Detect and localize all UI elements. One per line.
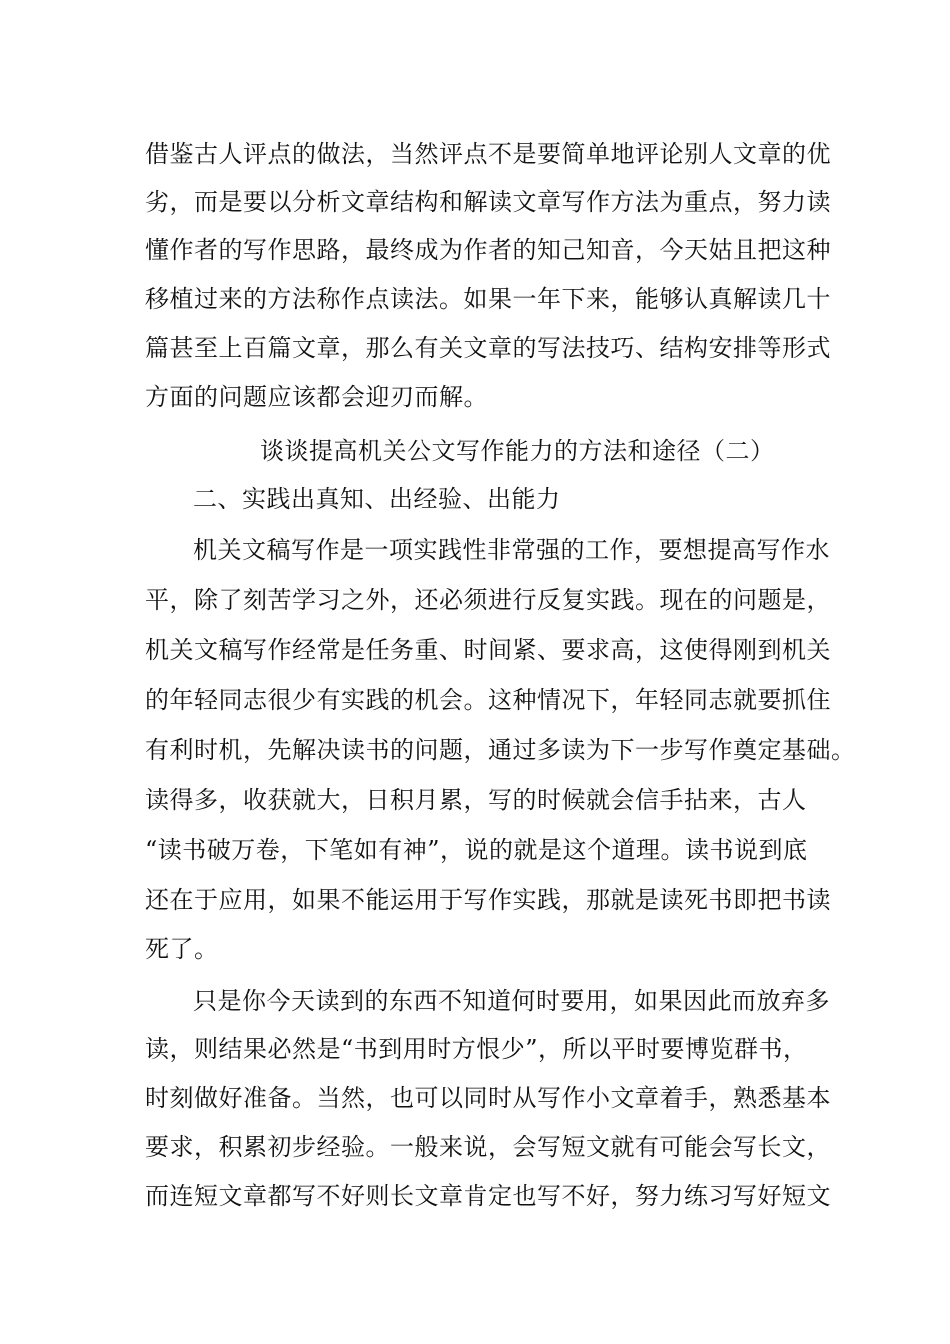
paragraph-line: 而连短文章都写不好则长文章肯定也写不好，努力练习写好短文 xyxy=(145,1182,831,1210)
paragraph-line: 读得多，收获就大，日积月累，写的时候就会信手拈来，古人 xyxy=(145,786,807,814)
paragraph-line: 只是你今天读到的东西不知道何时要用，如果因此而放弃多 xyxy=(193,987,830,1015)
paragraph-line: 要求，积累初步经验。一般来说，会写短文就有可能会写长文， xyxy=(145,1133,831,1161)
section-heading: 二、实践出真知、出经验、出能力 xyxy=(193,485,561,513)
paragraph-line: “读书破万卷，下笔如有神”，说的就是这个道理。读书说到底 xyxy=(145,836,808,864)
paragraph-line: 劣，而是要以分析文章结构和解读文章写作方法为重点，努力读 xyxy=(145,188,831,216)
paragraph-line: 机关文稿写作经常是任务重、时间紧、要求高，这使得刚到机关 xyxy=(145,636,831,664)
paragraph-line: 篇甚至上百篇文章，那么有关文章的写法技巧、结构安排等形式 xyxy=(145,334,831,362)
paragraph-line: 有利时机，先解决读书的问题，通过多读为下一步写作奠定基础。 xyxy=(145,736,856,764)
document-title: 谈谈提高机关公文写作能力的方法和途径（二） xyxy=(260,437,775,465)
paragraph-line: 移植过来的方法称作点读法。如果一年下来，能够认真解读几十 xyxy=(145,285,831,313)
paragraph-line: 平，除了刻苦学习之外，还必须进行反复实践。现在的问题是， xyxy=(145,586,831,614)
paragraph-line: 借鉴古人评点的做法，当然评点不是要简单地评论别人文章的优 xyxy=(145,140,831,168)
paragraph-line: 读，则结果必然是“书到用时方恨少”，所以平时要博览群书， xyxy=(145,1035,808,1063)
paragraph-line: 的年轻同志很少有实践的机会。这种情况下，年轻同志就要抓住 xyxy=(145,686,831,714)
paragraph-line: 死了。 xyxy=(145,935,219,963)
paragraph-line: 懂作者的写作思路，最终成为作者的知己知音，今天姑且把这种 xyxy=(145,236,831,264)
paragraph-line: 还在于应用，如果不能运用于写作实践，那就是读死书即把书读 xyxy=(145,886,831,914)
paragraph-line: 时刻做好准备。当然，也可以同时从写作小文章着手，熟悉基本 xyxy=(145,1084,831,1112)
paragraph-line: 方面的问题应该都会迎刃而解。 xyxy=(145,383,488,411)
paragraph-line: 机关文稿写作是一项实践性非常强的工作，要想提高写作水 xyxy=(193,536,830,564)
